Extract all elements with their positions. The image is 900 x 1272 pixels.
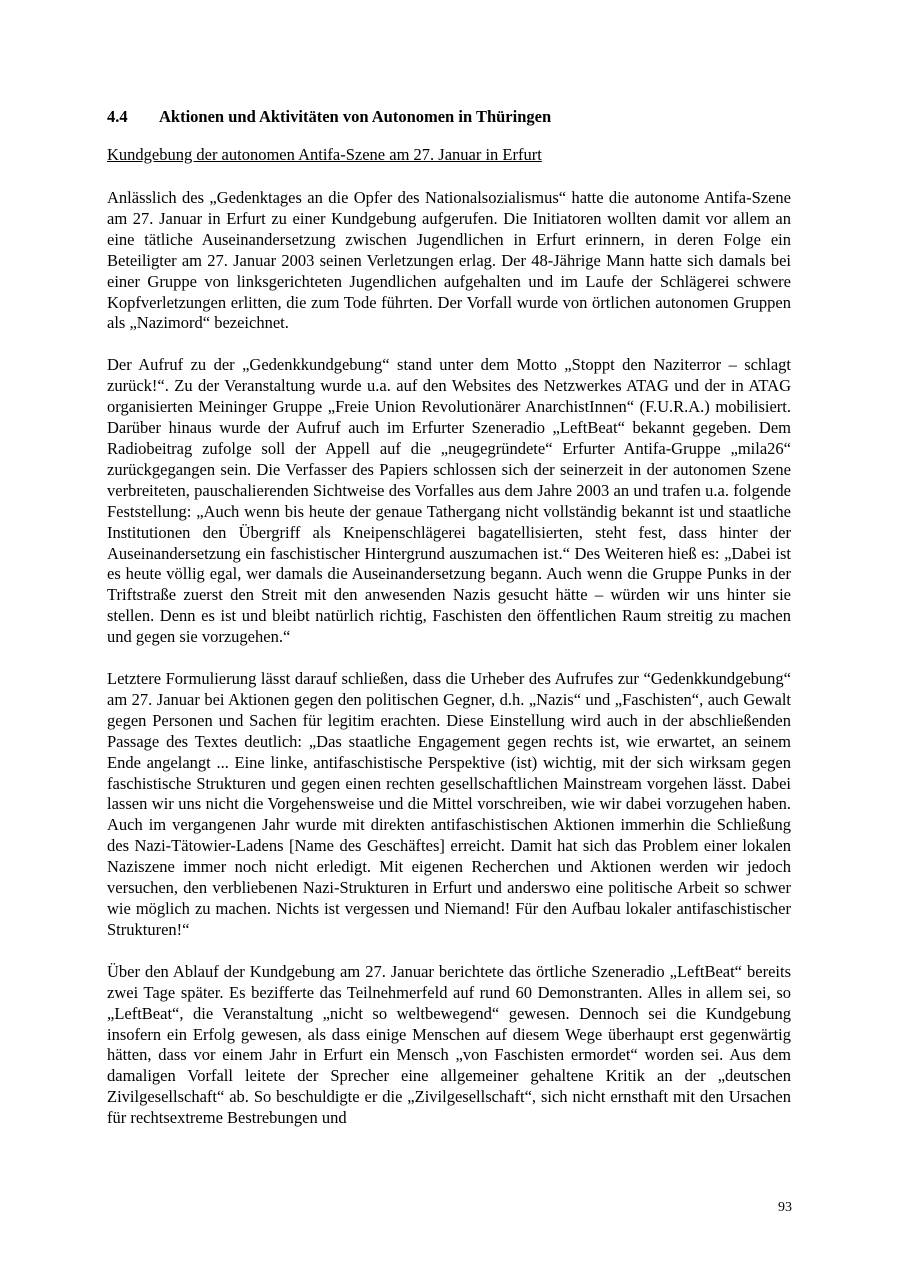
section-number: 4.4 (107, 107, 128, 126)
subheading: Kundgebung der autonomen Antifa-Szene am 27. Januar in Erfurt (107, 145, 542, 164)
section-heading (107, 106, 791, 128)
page-number: 93 (778, 1200, 792, 1215)
paragraph: Anlässlich des „Gedenktages an die Opfer des Nationalsozialismus“ hatte die autonome Antifa-Szene am 27. Januar in Erfurt zu einer Kundgebung aufgerufen. Die Initiatoren wollten damit vor allem an eine tätliche Auseinandersetzung zwischen Jugendlichen in Erfurt erinnern, in deren Folge ein Beteiligter am 27. Januar 2003 seinen Verletzungen erlag. Der 48-Jährige Mann hatte sich damals bei einer Gruppe von linksgerichteten Jugendlichen aufgehalten und im Laufe der Schlägerei schwere Kopfverletzungen erlitten, die zum Tode führten. Der Vorfall wurde von örtlichen autonomen Gruppen als „Nazimord“ bezeichnet. (107, 188, 791, 333)
paragraph: Über den Ablauf der Kundgebung am 27. Januar berichtete das örtliche Szeneradio „LeftBeat“ bereits zwei Tage später. Es bezifferte das Teilnehmerfeld auf rund 60 Demonstranten. Alles in allem sei, so „LeftBeat“, die Veranstaltung „nicht so weltbewegend“ gewesen. Dennoch sei die Kundgebung insofern ein Erfolg gewesen, als dass einige Menschen auf diesem Wege überhaupt erst gegenwärtig hätten, dass vor einem Jahr in Erfurt ein Mensch „von Faschisten ermordet“ worden sei. Aus dem damaligen Vorfall leitete der Sprecher eine allgemeiner gehaltene Kritik an der „deutschen Zivilgesellschaft“ ab. So beschuldigte er die „Zivilgesellschaft“, sich nicht ernsthaft mit den Ursachen für rechtsextreme Bestrebungen und (107, 961, 791, 1128)
paragraph: Der Aufruf zu der „Gedenkkundgebung“ stand unter dem Motto „Stoppt den Naziterror – schlagt zurück!“. Zu der Veranstaltung wurde u.a. auf den Websites des Netzwerkes ATAG und der in ATAG organisierten Meininger Gruppe „Freie Union Revolutionärer AnarchistInnen“ (F.U.R.A.) mobilisiert. Darüber hinaus wurde der Aufruf auch im Erfurter Szeneradio „LeftBeat“ bekannt gegeben. Dem Radiobeitrag zufolge soll der Appell auf die „neugegründete“ Erfurter Antifa-Gruppe „mila26“ zurückgegangen sein. Die Verfasser des Papiers schlossen sich der seinerzeit in der autonomen Szene verbreiteten, pauschalierenden Sichtweise des Vorfalles aus dem Jahre 2003 an und trafen u.a. folgende Feststellung: „Auch wenn bis heute der genaue Tathergang nicht vollständig bekannt ist und staatliche Institutionen den Übergriff als Kneipenschlägerei bagatellisierten, steht fest, dass hinter der Auseinandersetzung ein faschistischer Hintergrund auszumachen ist.“ Des Weiteren hieß es: „Dabei ist es heute völlig egal, wer damals die Auseinandersetzung begann. Auch wenn die Gruppe Punks in der Triftstraße zuerst den Streit mit den anwesenden Nazis gesucht hätte – würden wir uns hinter sie stellen. Denn es ist und bleibt natürlich richtig, Faschisten den öffentlichen Raum streitig zu machen und gegen sie vorzugehen.“ (107, 355, 791, 647)
section-title: Aktionen und Aktivitäten von Autonomen in Thüringen (159, 107, 552, 126)
paragraph: Letztere Formulierung lässt darauf schließen, dass die Urheber des Aufrufes zur “Gedenkkundgebung“ am 27. Januar bei Aktionen gegen den politischen Gegner, d.h. „Nazis“ und „Faschisten“, auch Gewalt gegen Personen und Sachen für legitim erachten. Diese Einstellung wird auch in der abschließenden Passage des Textes deutlich: „Das staatliche Engagement gegen rechts ist, wie erwartet, an seinem Ende angelangt ... Eine linke, antifaschistische Perspektive (ist) wichtig, mit der sich wirksam gegen faschistische Strukturen und gegen einen rechten gesellschaftlichen Mainstream vorgehen lässt. Dabei lassen wir uns nicht die Vorgehensweise und die Mittel vorschreiben, wie wir dabei vorzugehen haben. Auch im vergangenen Jahr wurde mit direkten antifaschistischen Aktionen immerhin die Schließung des Nazi-Tätowier-Ladens [Name des Geschäftes] erreicht. Damit hat sich das Problem einer lokalen Naziszene immer noch nicht erledigt. Mit eigenen Recherchen und Aktionen werden wir jedoch versuchen, den verbliebenen Nazi-Strukturen in Erfurt und anderswo eine politische Arbeit so schwer wie möglich zu machen. Nichts ist vergessen und Niemand! Für den Aufbau lokaler antifaschistischer Strukturen!“ (107, 669, 791, 939)
document-page (107, 106, 791, 1150)
